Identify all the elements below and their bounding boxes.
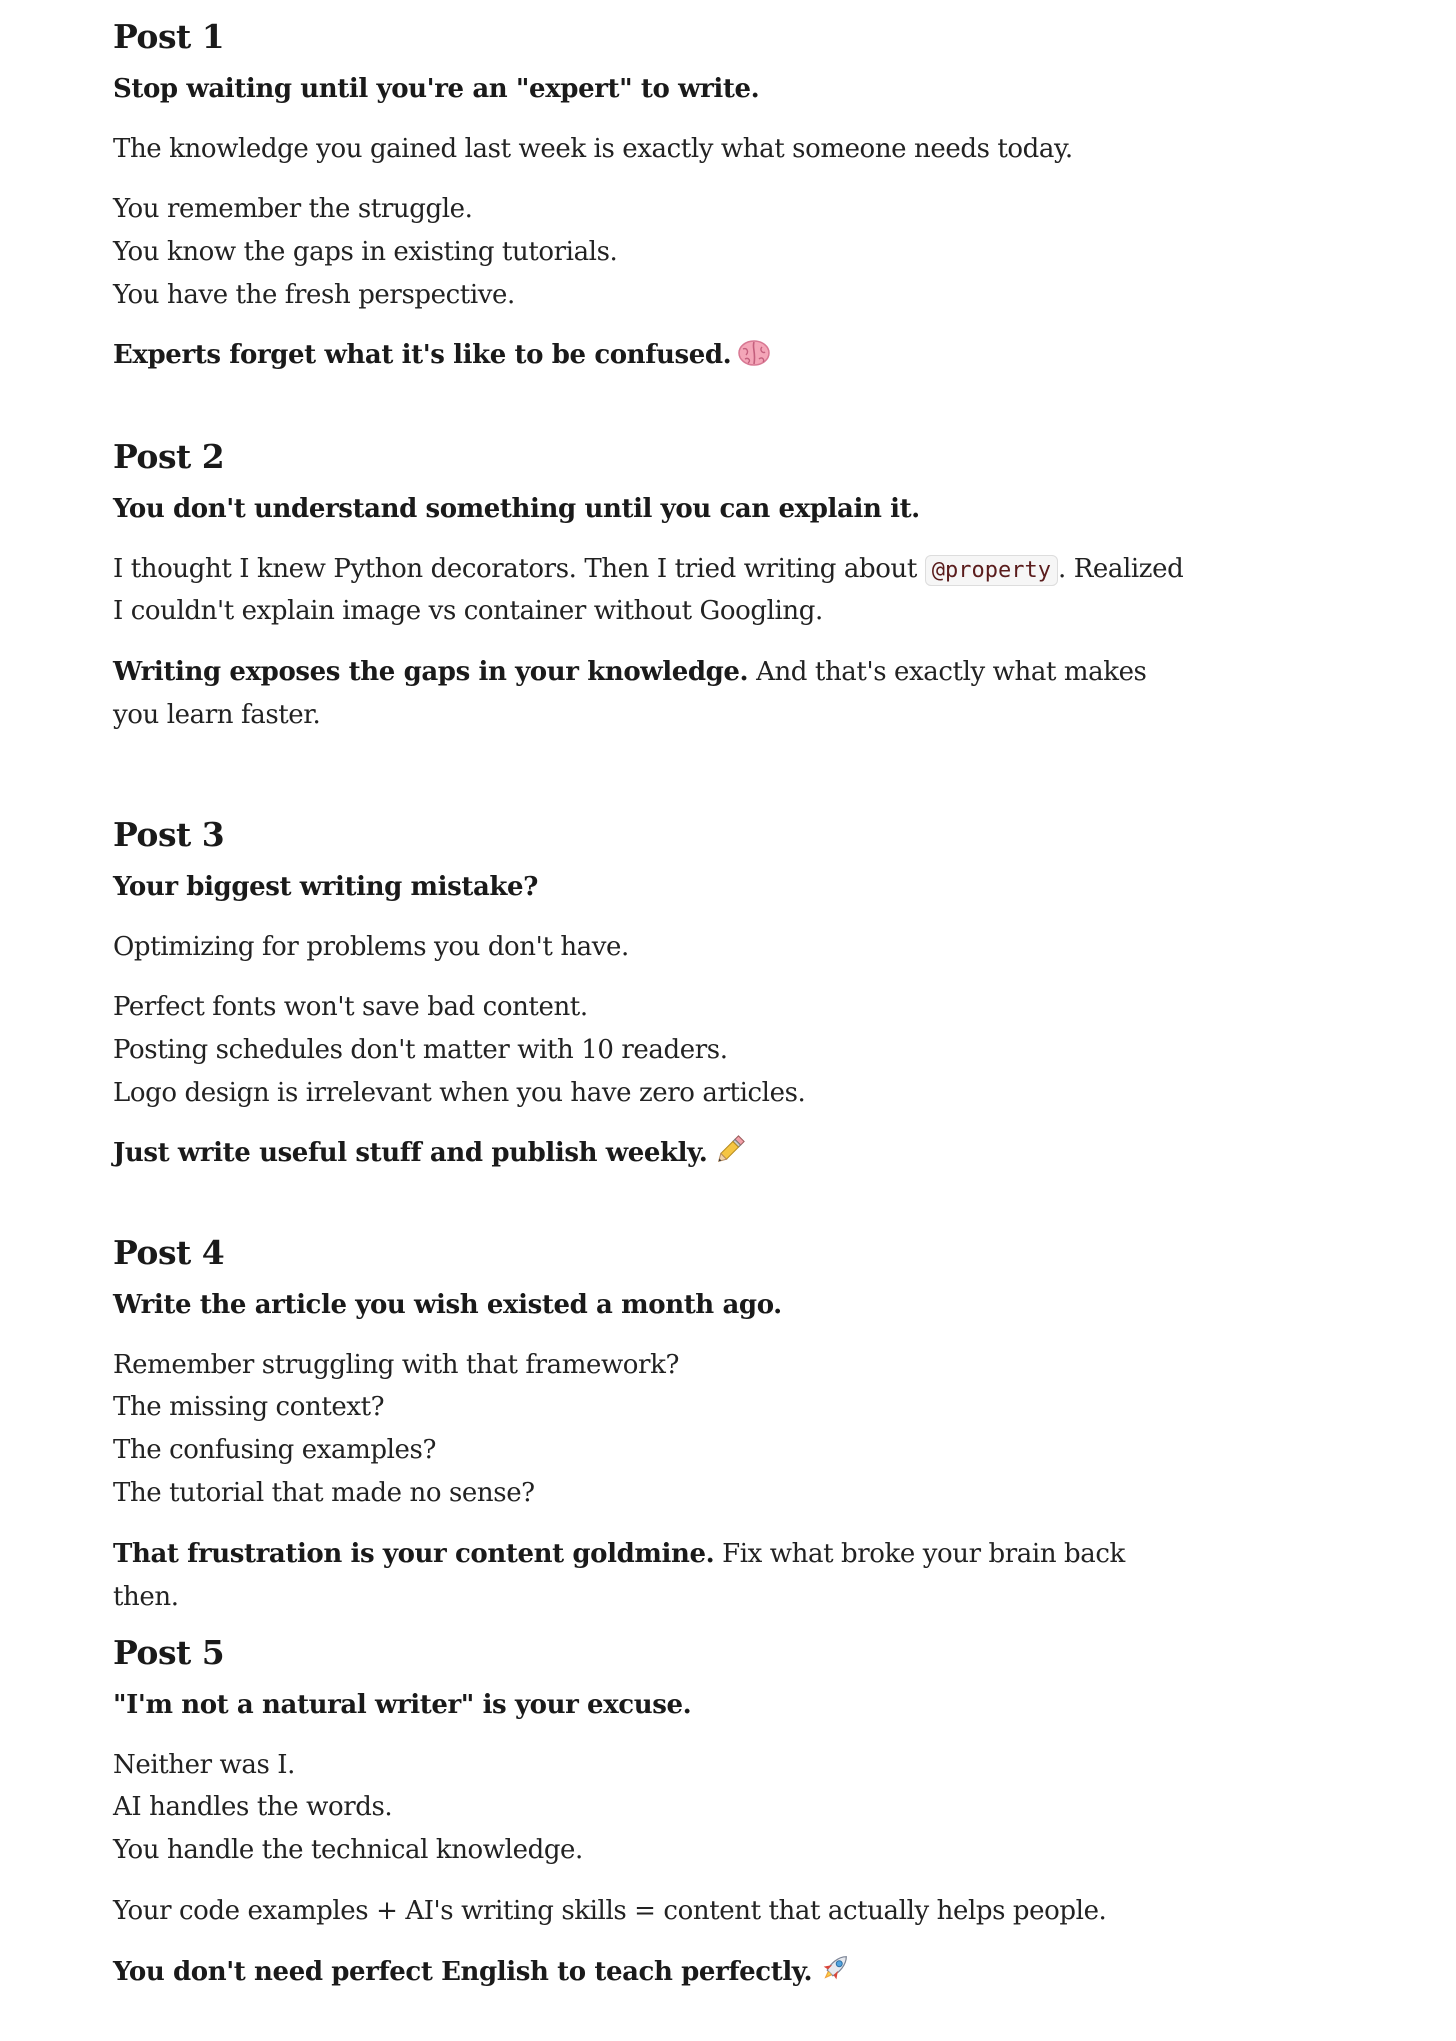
post-headline: Your biggest writing mistake?: [113, 872, 539, 903]
post-title: Post 3: [113, 815, 225, 854]
closing-bold: That frustration is your content goldmine.: [113, 1539, 715, 1570]
line: Remember struggling with that framework?: [113, 1349, 679, 1380]
paragraph: The knowledge you gained last week is exactly what someone needs today.: [113, 133, 1073, 164]
closing-text: Just write useful stuff and publish weekly.: [113, 1138, 708, 1169]
line: The tutorial that made no sense?: [113, 1478, 535, 1509]
line: The confusing examples?: [113, 1435, 437, 1466]
closing-paragraph: [113, 651, 1193, 737]
closing-text: You don't need perfect English to teach perfectly.: [113, 1957, 813, 1988]
closing-line: [113, 335, 1193, 380]
post-headline: You don't understand something until you can explain it.: [113, 494, 920, 525]
post-headline: Stop waiting until you're an "expert" to write.: [113, 74, 760, 105]
line: AI handles the words.: [113, 1792, 393, 1823]
post-3: [113, 814, 1193, 1178]
pencil-icon: [713, 1134, 747, 1178]
closing-paragraph: [113, 1533, 1193, 1619]
post-headline: "I'm not a natural writer" is your excuse.: [113, 1690, 692, 1721]
line: You know the gaps in existing tutorials.: [113, 237, 618, 268]
line: Posting schedules don't matter with 10 readers.: [113, 1035, 728, 1066]
post-2: [113, 436, 1193, 737]
post-4: [113, 1232, 1193, 1619]
brain-icon: [737, 338, 771, 380]
line: Perfect fonts won't save bad content.: [113, 992, 588, 1023]
post-title: Post 1: [113, 17, 225, 56]
post-headline: Write the article you wish existed a month ago.: [113, 1290, 782, 1321]
post-1: [113, 16, 1193, 380]
closing-bold: Writing exposes the gaps in your knowledge.: [113, 657, 749, 688]
closing-line: [113, 1133, 1193, 1178]
inline-code: @property: [925, 555, 1058, 586]
line: You have the fresh perspective.: [113, 280, 515, 311]
paragraph: Your code examples + AI's writing skills = content that actually helps people.: [113, 1896, 1107, 1927]
line: You handle the technical knowledge.: [113, 1835, 583, 1866]
post-5: [113, 1632, 1193, 1997]
line: You remember the struggle.: [113, 194, 473, 225]
line-list: [113, 1344, 1193, 1516]
rocket-icon: [818, 1951, 852, 1997]
paragraph-text: I thought I knew Python decorators. Then I tried writing about: [113, 553, 925, 584]
post-title: Post 5: [113, 1633, 225, 1672]
paragraph: [113, 548, 1193, 634]
paragraph: Optimizing for problems you don't have.: [113, 931, 629, 962]
closing-text: Experts forget what it's like to be confused.: [113, 340, 732, 371]
closing-line: [113, 1951, 1193, 1997]
line: Neither was I.: [113, 1749, 296, 1780]
line-list: [113, 188, 1193, 317]
line: Logo design is irrelevant when you have zero articles.: [113, 1078, 806, 1109]
post-title: Post 4: [113, 1233, 225, 1272]
line-list: [113, 986, 1193, 1115]
post-title: Post 2: [113, 437, 225, 476]
line-list: [113, 1744, 1193, 1873]
closing-rest: Fix what broke your brain back then.: [113, 1539, 1125, 1612]
closing-rest: And that's exactly what makes you learn faster.: [113, 657, 1147, 731]
line: The missing context?: [113, 1392, 385, 1423]
paragraph-text: . Realized I couldn't explain image vs container without Googling.: [113, 553, 1184, 627]
